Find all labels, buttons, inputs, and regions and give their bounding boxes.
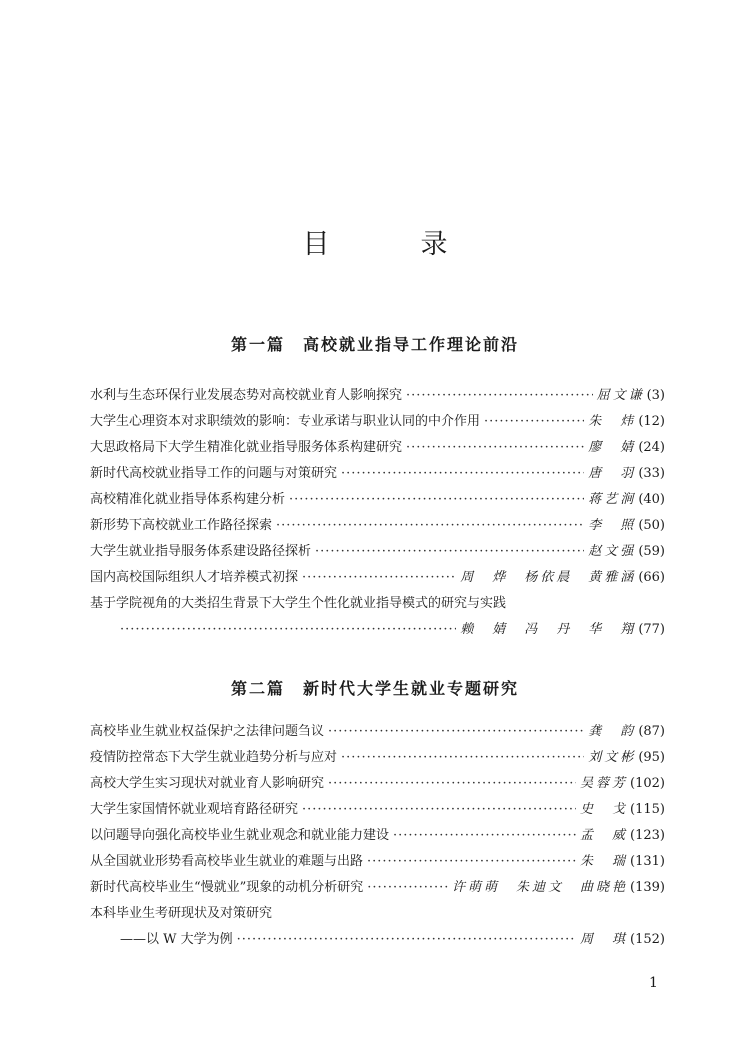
dot-leader <box>276 518 584 533</box>
part-label: 第一篇 <box>230 335 285 354</box>
entry-title: 本科毕业生考研现状及对策研究 <box>90 906 273 921</box>
entry-page: (66) <box>638 570 665 585</box>
toc-entry[interactable] <box>90 772 665 798</box>
toc-entry[interactable] <box>90 410 665 436</box>
toc-entry[interactable] <box>90 720 665 746</box>
dot-leader <box>328 724 584 739</box>
entry-title: 新形势下高校就业工作路径探索 <box>90 518 273 533</box>
entry-page: (24) <box>638 440 665 455</box>
dot-leader <box>367 854 576 869</box>
entry-title: 以问题导向强化高校毕业生就业观念和就业能力建设 <box>90 828 390 843</box>
entry-page: (152) <box>630 932 665 947</box>
part-heading-2 <box>0 676 750 699</box>
entry-title: 大思政格局下大学生精准化就业指导服务体系构建研究 <box>90 440 403 455</box>
toc-entry[interactable] <box>90 566 665 592</box>
dot-leader <box>289 492 584 507</box>
entry-title: 疫情防控常态下大学生就业趋势分析与应对 <box>90 750 338 765</box>
part1-entries <box>90 384 665 644</box>
entry-page: (115) <box>630 802 665 817</box>
toc-entry[interactable] <box>90 436 665 462</box>
toc-entry-title-line[interactable] <box>90 592 665 618</box>
entry-authors: 蒋艺涧 <box>588 492 637 507</box>
entry-page: (102) <box>630 776 665 791</box>
entry-authors: 唐 羽 <box>588 466 637 481</box>
toc-entry[interactable] <box>90 824 665 850</box>
toc-entry-title-line[interactable] <box>90 902 665 928</box>
part-label: 第二篇 <box>230 679 285 698</box>
entry-page: (3) <box>646 388 665 403</box>
page-title: 目 录 <box>302 229 480 260</box>
part-title: 高校就业指导工作理论前沿 <box>303 335 520 354</box>
dot-leader <box>367 880 448 895</box>
entry-authors: 吴蓉芳 <box>580 776 629 791</box>
part-title: 新时代大学生就业专题研究 <box>303 679 520 698</box>
entry-authors: 赵文强 <box>588 544 637 559</box>
entry-authors: 周 烨 杨依晨 黄雅涵 <box>460 570 637 585</box>
entry-authors: 朱 瑞 <box>580 854 629 869</box>
entry-page: (59) <box>638 544 665 559</box>
dot-leader <box>393 828 576 843</box>
entry-page: (131) <box>630 854 665 869</box>
entry-authors: 屈文谦 <box>596 388 645 403</box>
entry-authors: 许萌萌 朱迪文 曲晓艳 <box>452 880 629 895</box>
toc-entry[interactable] <box>90 850 665 876</box>
part-heading-1 <box>0 332 750 355</box>
entry-title: 高校毕业生就业权益保护之法律问题刍议 <box>90 724 325 739</box>
entry-title: 高校精准化就业指导体系构建分析 <box>90 492 286 507</box>
entry-authors: 孟 威 <box>580 828 629 843</box>
dot-leader <box>328 776 576 791</box>
entry-page: (77) <box>638 622 665 637</box>
dot-leader <box>315 544 584 559</box>
entry-authors: 龚 韵 <box>588 724 637 739</box>
entry-authors: 周 琪 <box>580 932 629 947</box>
entry-title: 水利与生态环保行业发展态势对高校就业育人影响探究 <box>90 388 403 403</box>
entry-page: (40) <box>638 492 665 507</box>
dot-leader <box>406 440 584 455</box>
entry-subtitle: ——以 W 大学为例 <box>120 932 233 947</box>
toc-entry[interactable] <box>90 384 665 410</box>
toc-entry[interactable] <box>90 540 665 566</box>
entry-page: (50) <box>638 518 665 533</box>
toc-entry-continuation[interactable] <box>90 618 665 644</box>
page-number: 1 <box>649 975 658 991</box>
entry-title: 基于学院视角的大类招生背景下大学生个性化就业指导模式的研究与实践 <box>90 596 507 611</box>
toc-entry[interactable] <box>90 514 665 540</box>
entry-page: (123) <box>630 828 665 843</box>
toc-entry[interactable] <box>90 798 665 824</box>
entry-page: (139) <box>630 880 665 895</box>
toc-entry[interactable] <box>90 488 665 514</box>
entry-title: 新时代高校就业指导工作的问题与对策研究 <box>90 466 338 481</box>
entry-authors: 刘文彬 <box>588 750 637 765</box>
dot-leader <box>120 622 456 637</box>
toc-entry[interactable] <box>90 746 665 772</box>
entry-authors: 朱 炜 <box>588 414 637 429</box>
entry-title: 大学生家国情怀就业观培育路径研究 <box>90 802 299 817</box>
entry-authors: 李 照 <box>588 518 637 533</box>
entry-title: 新时代高校毕业生“慢就业”现象的动机分析研究 <box>90 880 364 895</box>
entry-title: 大学生就业指导服务体系建设路径探析 <box>90 544 312 559</box>
dot-leader <box>237 932 576 947</box>
toc-entry[interactable] <box>90 462 665 488</box>
entry-title: 国内高校国际组织人才培养模式初探 <box>90 570 299 585</box>
entry-page: (95) <box>638 750 665 765</box>
dot-leader <box>406 388 593 403</box>
entry-title: 大学生心理资本对求职绩效的影响：专业承诺与职业认同的中介作用 <box>90 414 481 429</box>
toc-entry[interactable] <box>90 876 665 902</box>
entry-authors: 赖 婧 冯 丹 华 翔 <box>460 622 637 637</box>
part2-entries <box>90 720 665 954</box>
dot-leader <box>302 570 456 585</box>
toc-entry-continuation[interactable] <box>90 928 665 954</box>
dot-leader <box>341 750 584 765</box>
entry-page: (12) <box>638 414 665 429</box>
entry-title: 从全国就业形势看高校毕业生就业的难题与出路 <box>90 854 364 869</box>
dot-leader <box>341 466 584 481</box>
entry-title: 高校大学生实习现状对就业育人影响研究 <box>90 776 325 791</box>
dot-leader <box>484 414 584 429</box>
entry-authors: 廖 婧 <box>588 440 637 455</box>
dot-leader <box>302 802 576 817</box>
entry-authors: 史 戈 <box>580 802 629 817</box>
entry-page: (33) <box>638 466 665 481</box>
entry-page: (87) <box>638 724 665 739</box>
